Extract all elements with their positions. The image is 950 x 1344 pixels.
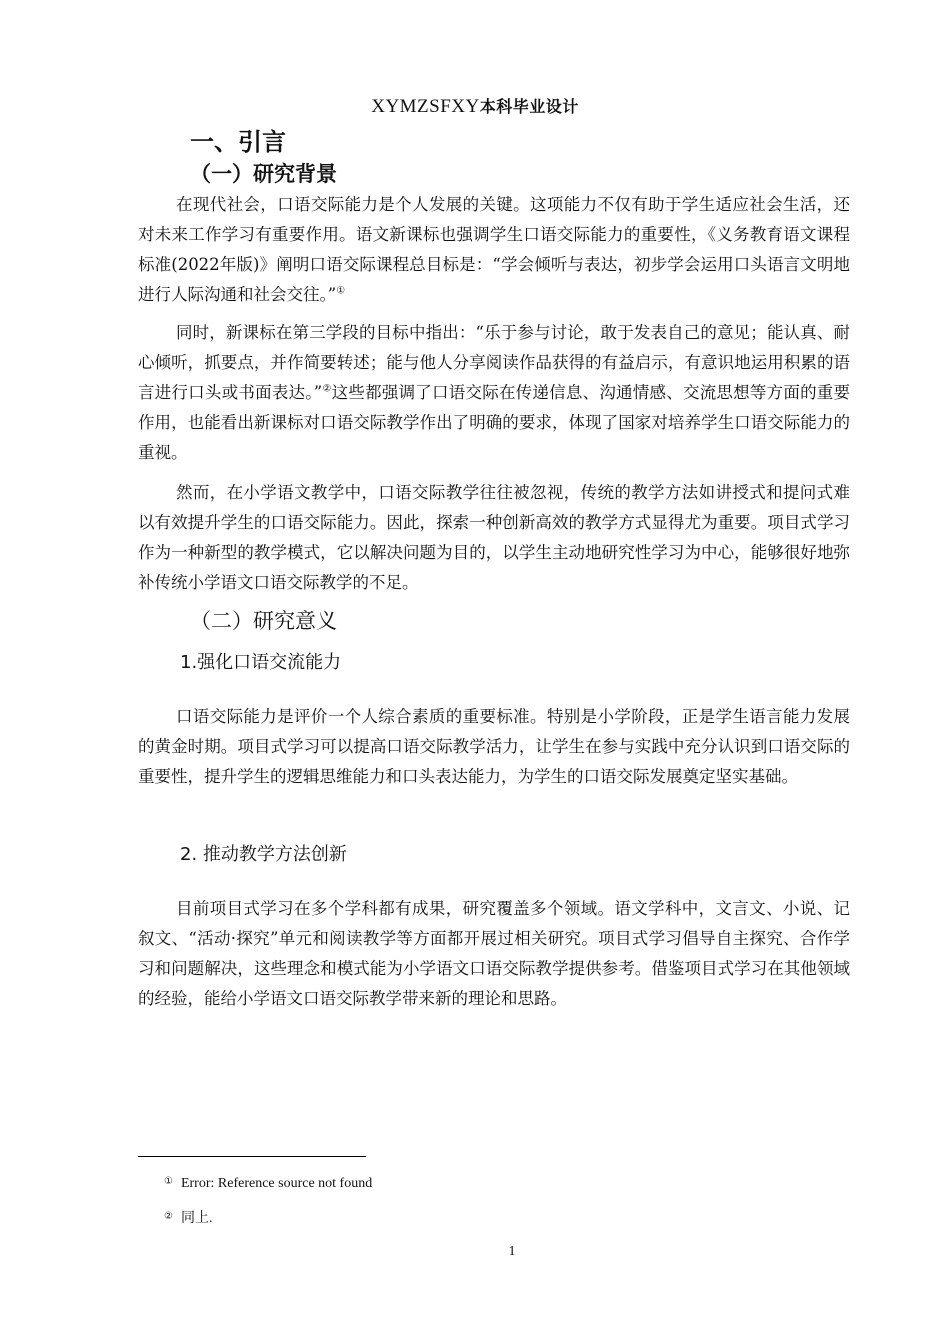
paragraph-background-3 — [138, 478, 850, 598]
footnote-2 — [164, 1207, 212, 1227]
paragraph-text: 口语交际能力是评价一个人综合素质的重要标准。特别是小学阶段，正是学生语言能力发展的黄金时期。项目式学习可以提高口语交际教学活力，让学生在参与实践中充分认识到口语交际的重要性，提升学生的逻辑思维能力和口头表达能力，为学生的口语交际发展奠定坚实基础。 — [138, 707, 850, 786]
header-code: XYMZSFXY — [371, 96, 480, 117]
paragraph-background-1 — [138, 190, 850, 310]
paragraph-background-2 — [138, 318, 850, 468]
footnote-mark: ② — [164, 1211, 173, 1222]
header-label: 本科毕业设计 — [479, 97, 579, 116]
subsection-title-background: （一）研究背景 — [190, 162, 337, 186]
footnote-text: 同上. — [180, 1211, 213, 1226]
subsection-title-significance: （二）研究意义 — [190, 609, 337, 633]
paragraph-text: 然而，在小学语文教学中，口语交际教学往往被忽视，传统的教学方法如讲授式和提问式难以有效提升学生的口语交际能力。因此，探索一种创新高效的教学方式显得尤为重要。项目式学习作为一种新型的教学模式，它以解决问题为目的，以学生主动地研究性学习为中心，能够很好地弥补传统小学语文口语交际教学的不足。 — [138, 483, 850, 592]
footnote-1 — [164, 1176, 372, 1192]
point-paragraph-1 — [138, 702, 850, 792]
running-header — [0, 94, 950, 118]
page-number: 1 — [508, 1244, 516, 1259]
footnote-ref-2: ② — [322, 383, 332, 395]
section-title: 一、引言 — [190, 128, 286, 156]
paragraph-text-after: 这些都强调了口语交际在传递信息、沟通情感、交流思想等方面的重要作用，也能看出新课标对口语交际教学作出了明确的要求，体现了国家对培养学生口语交际能力的重视。 — [138, 383, 851, 462]
paragraph-text-before: 同时，新课标在第三学段的目标中指出：“乐于参与讨论，敢于发表自己的意见；能认真、耐心倾听，抓要点，并作简要转述；能与他人分享阅读作品获得的有益启示，有意识地运用积累的语言进行口头或书面表达。” — [138, 323, 850, 402]
footnote-ref-1: ① — [336, 285, 346, 297]
paragraph-text: 在现代社会，口语交际能力是个人发展的关键。这项能力不仅有助于学生适应社会生活，还对未来工作学习有重要作用。语文新课标也强调学生口语交际能力的重要性，《义务教育语文课程标准(2022年版)》阐明口语交际课程总目标是：“学会倾听与表达，初步学会运用口头语言文明地进行人际沟通和社会交往。” — [138, 195, 850, 304]
footnote-mark: ① — [164, 1176, 173, 1187]
paragraph-text: 目前项目式学习在多个学科都有成果，研究覆盖多个领域。语文学科中，文言文、小说、记叙文、“活动·探究”单元和阅读教学等方面都开展过相关研究。项目式学习倡导自主探究、合作学习和问题解决，这些理念和模式能为小学语文口语交际教学提供参考。借鉴项目式学习在其他领域的经验，能给小学语文口语交际教学带来新的理论和思路。 — [138, 899, 850, 1008]
point-paragraph-2 — [138, 894, 850, 1014]
footnote-text: Error: Reference source not found — [180, 1176, 373, 1191]
point-title-2: 2. 推动教学方法创新 — [180, 844, 347, 865]
point-title-1: 1.强化口语交流能力 — [180, 652, 342, 673]
footnote-separator — [138, 1156, 366, 1157]
